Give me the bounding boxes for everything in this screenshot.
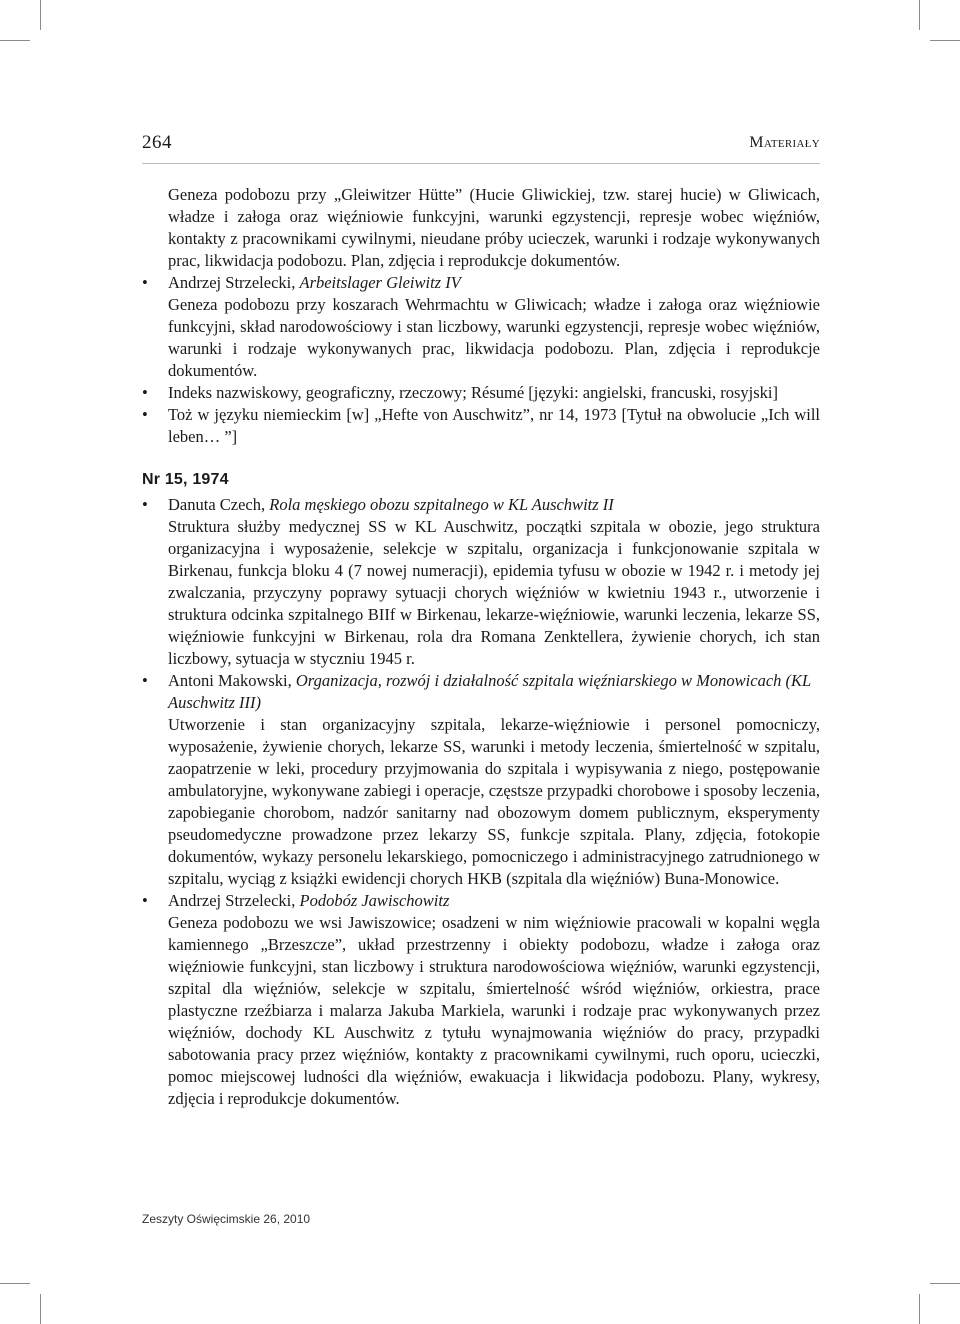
entry-description: Geneza podobozu przy koszarach Wehrmachtu w Gliwicach; władze i załoga oraz więźniowie funkcyjni, skład narodowościowy i stan liczbowy, warunki egzystencji, represje wobec więźniów, warunki i rodzaje wykonywanych prac, likwidacja podobozu. Plan, zdjęcia i reprodukcje dokumentów. — [168, 295, 820, 380]
entry-work-title: Organizacja, rozwój i działalność szpitala więźniarskiego w Monowicach (KL Auschwitz III) — [168, 671, 811, 712]
entry-text: Indeks nazwiskowy, geograficzny, rzeczowy; Résumé [języki: angielski, francuski, rosyjski] — [168, 383, 779, 402]
bullet-icon: • — [142, 671, 148, 690]
entry-heading — [168, 890, 820, 912]
entry-heading — [168, 272, 820, 294]
entry-description: Struktura służby medycznej SS w KL Auschwitz, początki szpitala w obozie, jego struktura organizacyjna i wyposażenie, selekcje w szpitalu, organizacja i funkcjonowanie szpitala w Birkenau, funkcja bloku 4 (7 nowej numeracji), epidemia tyfusu w obozie w 1942 r. i metody jej zwalczania, przyczyny poprawy sytuacji chorych więźniów w kwietniu 1943 r., utworzenie i struktura odcinka szpitalnego BIIf w Birkenau, lekarze-więźniowie, warunki leczenia, lekarze SS, więźniowie funkcyjni w Birkenau, rola dra Romana Zenktellera, żywienie chorych, ich stan liczbowy, sytuacja w styczniu 1945 r. — [168, 517, 820, 668]
entry-work-title: Rola męskiego obozu szpitalnego w KL Auschwitz II — [269, 495, 614, 514]
running-head — [142, 132, 820, 158]
entry-description: Geneza podobozu we wsi Jawiszowice; osadzeni w nim więźniowie pracowali w kopalni węgla kamiennego „Brzeszcze”, układ przestrzenny i obiekty podobozu, władze i załoga oraz więźniowie funkcyjni, stan liczbowy i struktura narodowościowa więźniów, warunki egzystencji, szpital dla więźniów, selekcje w szpitalu, śmiertelność wśród więźniów, orkiestra, prace plastyczne rzeźbiarza i malarza Jakuba Markiela, warunki i rodzaje prac wykonywanych przez więźniów, dochody KL Auschwitz z tytułu wynajmowania więźniów do pracy, przypadki sabotowania pracy przez więźniów, kontakty z pracownikami cywilnymi, ruch oporu, ucieczki, pomoc miejscowej ludności dla więźniów, ewakuacja i likwidacja podobozu. Plany, wykresy, zdjęcia i reprodukcje dokumentów. — [168, 913, 820, 1108]
crop-mark-bottom-left-horizontal — [0, 1283, 30, 1284]
bullet-icon: • — [142, 383, 148, 402]
entry-work-title: Arbeitslager Gleiwitz IV — [299, 273, 461, 292]
entry-work-title: Podobóz Jawischowitz — [299, 891, 450, 910]
bibliography-entry — [142, 890, 820, 1110]
page-content — [142, 184, 820, 1110]
entry-author: Andrzej Strzelecki, — [168, 891, 300, 910]
entry-author: Danuta Czech, — [168, 495, 270, 514]
bibliography-entry — [142, 494, 820, 670]
entry-author: Andrzej Strzelecki, — [168, 273, 300, 292]
bibliography-entry — [142, 382, 820, 404]
entry-description: Utworzenie i stan organizacyjny szpitala, lekarze-więźniowie i personel pomocniczy, wyposażenie, żywienie chorych, lekarze SS, warunki i metody leczenia, śmiertelność w szpitalu, zaopatrzenie w leki, procedury przyjmowania do szpitala i wypisywania z niego, postępowanie ambulatoryjne, wykonywane zabiegi i operacje, częstsze przypadki chorobowe i sposoby leczenia, zapobieganie chorobom, nadzór sanitarny nad obozowym domem publicznym, eksperymenty pseudomedyczne prowadzone przez lekarzy SS, funkcje szpitala. Plany, zdjęcia, fotokopie dokumentów, wykazy personelu lekarskiego, pomocniczego i administracyjnego zatrudnionego w szpitalu, wyciąg z książki ewidencji chorych HKB (szpitala dla więźniów) Buna-Monowice. — [168, 715, 820, 888]
crop-mark-top-left-vertical — [40, 0, 41, 30]
entry-heading — [168, 494, 820, 516]
entry-author: Antoni Makowski, — [168, 671, 296, 690]
bullet-icon: • — [142, 891, 148, 910]
bullet-icon: • — [142, 405, 148, 424]
header-rule — [142, 163, 820, 164]
crop-mark-bottom-right-vertical — [919, 1294, 920, 1324]
section-title: Materiały — [749, 134, 820, 151]
crop-mark-top-right-horizontal — [930, 40, 960, 41]
bibliography-entry — [142, 272, 820, 382]
bullet-icon: • — [142, 495, 148, 514]
crop-mark-bottom-left-vertical — [40, 1294, 41, 1324]
intro-paragraph: Geneza podobozu przy „Gleiwitzer Hütte” (Hucie Gliwickiej, tzw. starej hucie) w Gliwicach, władze i załoga oraz więźniowie funkcyjni, warunki egzystencji, represje wobec więźniów, kontakty z pracownikami cywilnymi, nieudane próby ucieczek, warunki i rodzaje wykonywanych prac, likwidacja podobozu. Plan, zdjęcia i reprodukcje dokumentów. — [168, 185, 820, 270]
journal-footer: Zeszyty Oświęcimskie 26, 2010 — [142, 1212, 311, 1226]
entry-heading — [168, 670, 820, 714]
crop-mark-top-left-horizontal — [0, 40, 30, 41]
bullet-icon: • — [142, 273, 148, 292]
crop-mark-top-right-vertical — [919, 0, 920, 30]
bibliography-entry — [142, 670, 820, 890]
page-number: 264 — [142, 132, 172, 153]
crop-mark-bottom-right-horizontal — [930, 1283, 960, 1284]
bibliography-entry — [142, 404, 820, 448]
issue-heading: Nr 15, 1974 — [142, 471, 229, 488]
entry-text: Toż w języku niemieckim [w] „Hefte von Auschwitz”, nr 14, 1973 [Tytuł na obwolucie „Ich will leben… ”] — [168, 405, 820, 446]
